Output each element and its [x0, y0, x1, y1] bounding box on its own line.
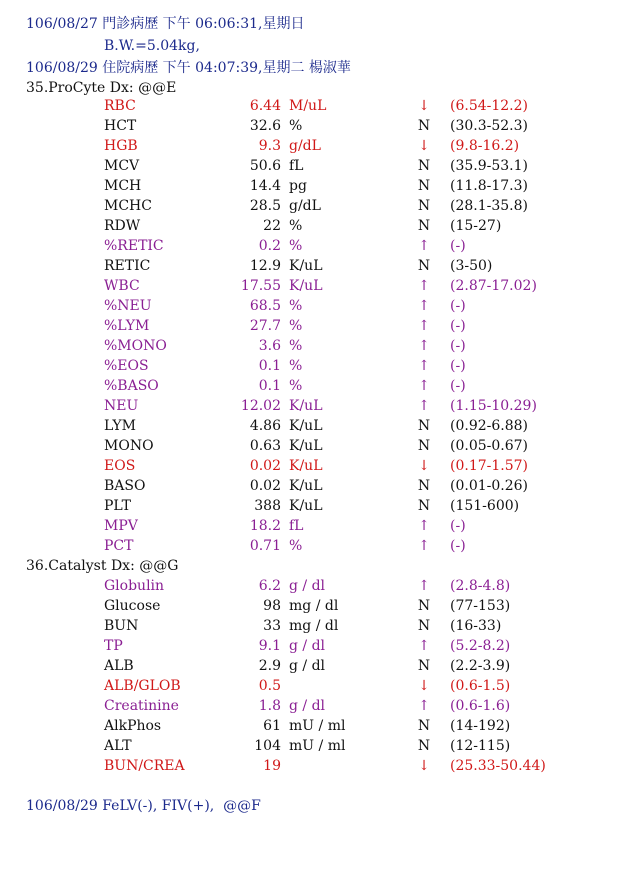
reference-range: (0.6-1.5) — [450, 678, 511, 694]
test-value: 9.3 — [258, 138, 281, 154]
test-flag: N — [417, 738, 431, 754]
reference-range: (151-600) — [450, 498, 520, 514]
test-flag: ↓ — [418, 758, 430, 774]
test-unit: % — [289, 218, 303, 234]
reference-range: (6.54-12.2) — [450, 98, 528, 114]
test-value: 17.55 — [240, 278, 281, 294]
test-unit: fL — [289, 518, 304, 534]
test-flag: ↑ — [418, 578, 430, 594]
test-name: PCT — [104, 538, 134, 554]
test-unit: K/uL — [289, 278, 323, 294]
test-name: HGB — [104, 138, 138, 154]
test-unit: mU / ml — [289, 718, 346, 734]
reference-range: (25.33-50.44) — [450, 758, 546, 774]
reference-range: (-) — [450, 298, 466, 314]
test-value: 0.1 — [258, 378, 281, 394]
test-value: 12.9 — [249, 258, 281, 274]
test-value: 388 — [254, 498, 281, 514]
test-name: Creatinine — [104, 698, 179, 714]
test-name: %NEU — [104, 298, 152, 314]
result-row — [0, 636, 619, 656]
result-row — [0, 696, 619, 716]
reference-range: (-) — [450, 318, 466, 334]
test-name: EOS — [104, 458, 136, 474]
reference-range: (28.1-35.8) — [450, 198, 528, 214]
result-row — [0, 616, 619, 636]
test-value: 33 — [263, 618, 281, 634]
test-name: Globulin — [104, 578, 165, 594]
reference-range: (-) — [450, 358, 466, 374]
test-name: PLT — [104, 498, 131, 514]
visit-header-line: 106/08/27 門診病歷 下午 06:06:31,星期日 — [26, 16, 305, 32]
test-name: MONO — [104, 438, 154, 454]
test-value: 98 — [263, 598, 281, 614]
test-name: ALT — [104, 738, 132, 754]
test-unit: K/uL — [289, 258, 323, 274]
result-row — [0, 736, 619, 756]
test-flag: N — [417, 438, 431, 454]
test-name: %RETIC — [104, 238, 164, 254]
test-flag: ↑ — [418, 358, 430, 374]
test-unit: % — [289, 298, 303, 314]
result-row — [0, 316, 619, 336]
result-row — [0, 376, 619, 396]
result-row — [0, 756, 619, 776]
test-name: %MONO — [104, 338, 167, 354]
test-flag: ↑ — [418, 638, 430, 654]
test-name: Glucose — [104, 598, 161, 614]
test-unit: mg / dl — [289, 598, 339, 614]
reference-range: (0.17-1.57) — [450, 458, 528, 474]
test-value: 61 — [263, 718, 281, 734]
reference-range: (9.8-16.2) — [450, 138, 520, 154]
test-name: HCT — [104, 118, 137, 134]
footer-virology-line: 106/08/29 FeLV(-), FIV(+), @@F — [26, 798, 261, 814]
result-row — [0, 196, 619, 216]
result-row — [0, 136, 619, 156]
test-value: 22 — [263, 218, 281, 234]
test-name: WBC — [104, 278, 140, 294]
test-value: 19 — [263, 758, 281, 774]
reference-range: (2.87-17.02) — [450, 278, 537, 294]
test-name: NEU — [104, 398, 139, 414]
test-flag: N — [417, 478, 431, 494]
test-value: 1.8 — [258, 698, 281, 714]
result-row — [0, 216, 619, 236]
reference-range: (0.92-6.88) — [450, 418, 528, 434]
test-unit: g / dl — [289, 658, 326, 674]
test-flag: ↑ — [418, 698, 430, 714]
test-flag: ↑ — [418, 398, 430, 414]
test-unit: mU / ml — [289, 738, 346, 754]
test-unit: % — [289, 118, 303, 134]
test-flag: ↓ — [418, 98, 430, 114]
test-name: AlkPhos — [104, 718, 162, 734]
reference-range: (30.3-52.3) — [450, 118, 528, 134]
test-flag: ↑ — [418, 378, 430, 394]
test-name: RETIC — [104, 258, 151, 274]
test-unit: K/uL — [289, 478, 323, 494]
reference-range: (14-192) — [450, 718, 511, 734]
result-row — [0, 536, 619, 556]
test-name: ALB/GLOB — [104, 678, 181, 694]
test-flag: ↓ — [418, 678, 430, 694]
test-name: BUN/CREA — [104, 758, 185, 774]
test-unit: K/uL — [289, 458, 323, 474]
reference-range: (1.15-10.29) — [450, 398, 537, 414]
test-flag: ↓ — [418, 458, 430, 474]
test-unit: g / dl — [289, 638, 326, 654]
test-unit: % — [289, 538, 303, 554]
test-name: MPV — [104, 518, 138, 534]
test-value: 0.02 — [249, 458, 281, 474]
test-value: 14.4 — [249, 178, 281, 194]
result-row — [0, 116, 619, 136]
test-value: 28.5 — [249, 198, 281, 214]
test-value: 6.2 — [258, 578, 281, 594]
test-flag: N — [417, 618, 431, 634]
result-row — [0, 576, 619, 596]
test-unit: K/uL — [289, 498, 323, 514]
test-name: RBC — [104, 98, 136, 114]
test-flag: ↑ — [418, 238, 430, 254]
reference-range: (77-153) — [450, 598, 511, 614]
reference-range: (12-115) — [450, 738, 511, 754]
test-value: 68.5 — [249, 298, 281, 314]
reference-range: (0.6-1.6) — [450, 698, 511, 714]
test-flag: N — [417, 158, 431, 174]
test-name: %LYM — [104, 318, 150, 334]
test-value: 27.7 — [249, 318, 281, 334]
test-flag: N — [417, 418, 431, 434]
test-name: MCV — [104, 158, 140, 174]
test-name: MCH — [104, 178, 142, 194]
result-row — [0, 276, 619, 296]
result-row — [0, 596, 619, 616]
test-unit: g/dL — [289, 198, 321, 214]
test-value: 50.6 — [249, 158, 281, 174]
test-flag: N — [417, 198, 431, 214]
test-unit: g / dl — [289, 578, 326, 594]
test-name: %EOS — [104, 358, 149, 374]
test-flag: N — [417, 258, 431, 274]
result-row — [0, 336, 619, 356]
test-flag: ↑ — [418, 318, 430, 334]
result-row — [0, 716, 619, 736]
reference-range: (11.8-17.3) — [450, 178, 528, 194]
test-flag: N — [417, 718, 431, 734]
test-flag: ↑ — [418, 538, 430, 554]
reference-range: (2.8-4.8) — [450, 578, 511, 594]
reference-range: (0.05-0.67) — [450, 438, 528, 454]
test-flag: N — [417, 118, 431, 134]
test-value: 0.5 — [258, 678, 281, 694]
test-unit: pg — [289, 178, 307, 194]
test-unit: mg / dl — [289, 618, 339, 634]
test-flag: ↑ — [418, 518, 430, 534]
test-unit: % — [289, 318, 303, 334]
result-row — [0, 656, 619, 676]
test-value: 2.9 — [258, 658, 281, 674]
test-value: 0.63 — [249, 438, 281, 454]
test-value: 0.2 — [258, 238, 281, 254]
test-value: 4.86 — [249, 418, 281, 434]
reference-range: (0.01-0.26) — [450, 478, 528, 494]
test-name: MCHC — [104, 198, 152, 214]
result-row — [0, 516, 619, 536]
test-name: ALB — [104, 658, 134, 674]
test-value: 6.44 — [249, 98, 281, 114]
result-row — [0, 156, 619, 176]
test-value: 0.1 — [258, 358, 281, 374]
result-row — [0, 416, 619, 436]
test-unit: g/dL — [289, 138, 321, 154]
reference-range: (16-33) — [450, 618, 502, 634]
test-value: 0.02 — [249, 478, 281, 494]
result-row — [0, 236, 619, 256]
test-flag: ↑ — [418, 298, 430, 314]
test-unit: % — [289, 238, 303, 254]
test-unit: K/uL — [289, 438, 323, 454]
reference-range: (-) — [450, 518, 466, 534]
result-row — [0, 176, 619, 196]
test-value: 18.2 — [249, 518, 281, 534]
test-value: 3.6 — [258, 338, 281, 354]
result-row — [0, 676, 619, 696]
test-flag: ↓ — [418, 138, 430, 154]
reference-range: (-) — [450, 538, 466, 554]
test-value: 104 — [254, 738, 281, 754]
test-unit: g / dl — [289, 698, 326, 714]
test-flag: N — [417, 178, 431, 194]
test-flag: ↑ — [418, 338, 430, 354]
test-name: TP — [104, 638, 123, 654]
result-row — [0, 256, 619, 276]
test-flag: ↑ — [418, 278, 430, 294]
test-unit: K/uL — [289, 418, 323, 434]
test-flag: N — [417, 498, 431, 514]
test-unit: % — [289, 358, 303, 374]
catalyst-section-title: 36.Catalyst Dx: @@G — [26, 558, 179, 574]
test-unit: % — [289, 338, 303, 354]
test-value: 0.71 — [249, 538, 281, 554]
reference-range: (35.9-53.1) — [450, 158, 528, 174]
result-row — [0, 356, 619, 376]
test-unit: % — [289, 378, 303, 394]
reference-range: (5.2-8.2) — [450, 638, 511, 654]
reference-range: (-) — [450, 338, 466, 354]
test-value: 32.6 — [249, 118, 281, 134]
result-row — [0, 496, 619, 516]
result-row — [0, 396, 619, 416]
test-unit: K/uL — [289, 398, 323, 414]
reference-range: (3-50) — [450, 258, 493, 274]
result-row — [0, 476, 619, 496]
test-name: LYM — [104, 418, 136, 434]
result-row — [0, 436, 619, 456]
body-weight-line: B.W.=5.04kg, — [104, 38, 200, 54]
test-unit: M/uL — [289, 98, 327, 114]
reference-range: (15-27) — [450, 218, 502, 234]
test-name: RDW — [104, 218, 141, 234]
procyte-section-title: 35.ProCyte Dx: @@E — [26, 80, 177, 96]
test-unit: fL — [289, 158, 304, 174]
reference-range: (-) — [450, 238, 466, 254]
admission-header-line: 106/08/29 住院病歷 下午 04:07:39,星期二 楊淑華 — [26, 60, 351, 76]
test-flag: N — [417, 658, 431, 674]
test-name: %BASO — [104, 378, 159, 394]
test-flag: N — [417, 598, 431, 614]
reference-range: (-) — [450, 378, 466, 394]
result-row — [0, 456, 619, 476]
test-flag: N — [417, 218, 431, 234]
test-name: BUN — [104, 618, 139, 634]
result-row — [0, 96, 619, 116]
result-row — [0, 296, 619, 316]
reference-range: (2.2-3.9) — [450, 658, 511, 674]
test-value: 12.02 — [240, 398, 281, 414]
test-value: 9.1 — [258, 638, 281, 654]
test-name: BASO — [104, 478, 146, 494]
